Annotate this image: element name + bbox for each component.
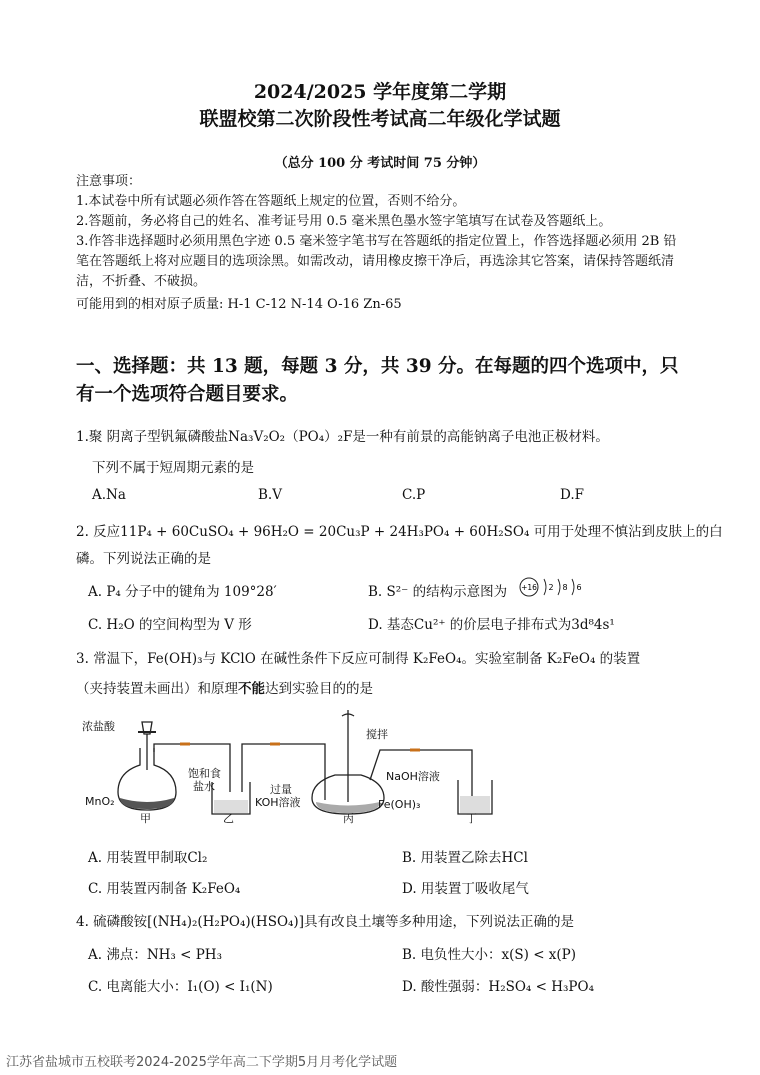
exam-title-line2: 联盟校第二次阶段性考试高二年级化学试题	[199, 108, 561, 130]
label-sat-nacl: 饱和食	[188, 767, 221, 780]
q1-stem2: 下列不属于短周期元素的是	[92, 460, 254, 476]
q3-stem2-pre: （夹持装置未画出）和原理	[76, 681, 238, 697]
label-excess: 过量	[270, 783, 292, 796]
shell-count-1: 2	[548, 583, 554, 592]
label-yi: 乙	[223, 812, 234, 825]
label-feoh3: Fe(OH)₃	[378, 798, 421, 811]
section-heading: 一、选择题：共 13 题，每题 3 分，共 39 分。在每题的四个选项中，只有一个选项符合题目要求。	[76, 356, 679, 405]
atomic-masses: 可能用到的相对原子质量: H-1 C-12 N-14 O-16 Zn-65	[76, 297, 402, 312]
q3-option-a: A. 用装置甲制取Cl₂	[88, 850, 208, 866]
label-jia: 甲	[140, 812, 151, 825]
label-stir: 搅拌	[366, 728, 388, 741]
shell-count-2: 8	[562, 583, 568, 592]
q3-stem: 3. 常温下，Fe(OH)₃与 KClO 在碱性条件下反应可制得 K₂FeO₄。实验室制备 K₂FeO₄ 的装置	[76, 651, 641, 667]
notice-block	[76, 172, 686, 315]
q1-option-d: D.F	[560, 487, 585, 503]
label-koh: KOH溶液	[255, 796, 301, 809]
q2-stem2: 磷。下列说法正确的是	[76, 551, 211, 567]
sulfide-ion-diagram	[518, 574, 590, 600]
exam-meta: （总分 100 分 考试时间 75 分钟）	[274, 156, 486, 171]
q4-option-a: A. 沸点：NH₃ < PH₃	[88, 947, 222, 963]
q2-option-b: B. S²⁻ 的结构示意图为	[368, 584, 508, 600]
shell-arc-3	[572, 579, 574, 595]
q4-option-c: C. 电离能大小：I₁(O) < I₁(N)	[88, 979, 273, 995]
notice-item-1: 1.本试卷中所有试题必须作答在答题纸上规定的位置，否则不给分。	[76, 194, 466, 209]
q2-stem: 2. 反应11P₄ + 60CuSO₄ + 96H₂O = 20Cu₃P + 24H₃PO₄ + 60H₂SO₄ 可用于处理不慎沾到皮肤上的白	[76, 524, 723, 540]
label-ding: 丁	[466, 812, 477, 825]
q2-option-c: C. H₂O 的空间构型为 V 形	[88, 617, 252, 633]
nucleus-charge: +16	[521, 583, 537, 592]
shell-arc-2	[558, 579, 560, 595]
shell-arc-1	[544, 579, 546, 595]
q4-option-b: B. 电负性大小：x(S) < x(P)	[402, 947, 577, 963]
q3-option-d: D. 用装置丁吸收尾气	[402, 881, 529, 897]
q1-option-b: B.V	[258, 487, 282, 503]
q4-stem: 4. 硫磷酸铵[(NH₄)₂(H₂PO₄)(HSO₄)]具有改良土壤等多种用途，下列说法正确的是	[76, 914, 574, 930]
shell-count-3: 6	[576, 583, 582, 592]
q2-option-d: D. 基态Cu²⁺ 的价层电子排布式为3d⁸4s¹	[368, 617, 615, 633]
q1-option-a: A.Na	[92, 487, 126, 503]
q3-option-b: B. 用装置乙除去HCl	[402, 850, 528, 866]
notice-item-2: 2.答题前，务必将自己的姓名、准考证号用 0.5 毫米黑色墨水签字笔填写在试卷及答题纸上。	[76, 214, 612, 229]
notice-item-3: 3.作答非选择题时必须用黑色字迹 0.5 毫米签字笔书写在答题纸的指定位置上，作答选择题必须用 2B 铅笔在答题纸上将对应题目的选项涂黑。如需改动，请用橡皮擦干净后，再选涂其它答案，请保持答题纸清洁，不折叠、不破损。	[76, 234, 677, 289]
q4-option-d: D. 酸性强弱：H₂SO₄ < H₃PO₄	[402, 979, 594, 995]
q2-option-a: A. P₄ 分子中的键角为 109°28′	[88, 584, 277, 600]
exam-title-line1: 2024/2025 学年度第二学期	[253, 81, 507, 103]
label-naoh: NaOH溶液	[386, 770, 440, 783]
q3-option-c: C. 用装置丙制备 K₂FeO₄	[88, 881, 241, 897]
notice-heading: 注意事项：	[76, 174, 142, 189]
label-conc-hcl: 浓盐酸	[82, 720, 115, 733]
label-bing: 丙	[343, 812, 354, 825]
q3-stem2	[76, 677, 373, 697]
q1-option-c: C.P	[402, 487, 426, 503]
q3-stem2-bold: 不能	[238, 681, 265, 697]
footer-watermark: 江苏省盐城市五校联考2024-2025学年高二下学期5月月考化学试题	[6, 1055, 398, 1070]
q1-stem: 1.聚 阴离子型钒氟磷酸盐Na₃V₂O₂（PO₄）₂F是一种有前景的高能钠离子电池正极材料。	[76, 429, 609, 445]
label-sat-nacl-2: 盐水	[193, 780, 215, 793]
q3-stem2-post: 达到实验目的的是	[265, 681, 373, 697]
label-mno2: MnO₂	[85, 795, 115, 808]
